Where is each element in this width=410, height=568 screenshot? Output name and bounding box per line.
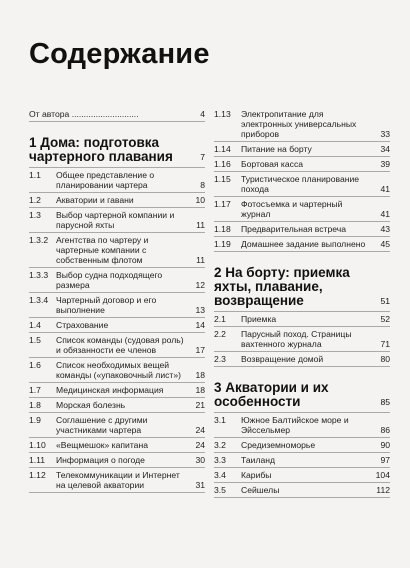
toc-entry[interactable] — [214, 413, 390, 438]
toc-entry-title: Акватории и гавани — [56, 195, 134, 205]
toc-entry-number: 1.3.2 — [29, 235, 49, 245]
toc-entry-number: 1.3.4 — [29, 295, 49, 305]
page-title: Содержание — [29, 38, 210, 70]
toc-entry-title: Сейшелы — [241, 485, 280, 495]
toc-chapter-heading[interactable] — [29, 132, 205, 168]
toc-entry-number: 2.3 — [214, 354, 226, 364]
toc-entry[interactable] — [29, 358, 205, 383]
toc-entry-number: 1.15 — [214, 174, 231, 184]
toc-entry[interactable] — [29, 468, 205, 493]
toc-entry-title: Чартерный договор и его выполнение — [56, 295, 157, 315]
toc-entry-number: 1.3.3 — [29, 270, 49, 280]
toc-entry-page: 97 — [380, 455, 390, 465]
toc-entry-page: 21 — [195, 400, 205, 410]
toc-entry[interactable] — [214, 468, 390, 483]
toc-entry-number: 3.2 — [214, 440, 226, 450]
toc-entry-page: 43 — [380, 224, 390, 234]
toc-entry-page: 41 — [380, 184, 390, 194]
toc-entry-page: 18 — [195, 385, 205, 395]
toc-entry[interactable] — [29, 438, 205, 453]
toc-entry-page: 7 — [200, 152, 205, 162]
section-gap — [214, 367, 390, 377]
toc-entry-page: 17 — [195, 345, 205, 355]
toc-entry[interactable] — [214, 453, 390, 468]
toc-entry[interactable] — [29, 398, 205, 413]
toc-entry[interactable] — [29, 107, 205, 122]
toc-entry[interactable] — [214, 142, 390, 157]
toc-entry-page: 80 — [380, 354, 390, 364]
toc-entry-number: 2.2 — [214, 329, 226, 339]
toc-entry[interactable] — [29, 193, 205, 208]
toc-right-column — [214, 107, 390, 498]
toc-entry-number: 1.19 — [214, 239, 231, 249]
toc-entry[interactable] — [214, 352, 390, 367]
toc-entry-title: Домашнее задание выполнено — [241, 239, 366, 249]
toc-entry[interactable] — [214, 107, 390, 142]
toc-entry[interactable] — [29, 318, 205, 333]
toc-entry-title: Список команды (судовая роль) и обязанности ее членов — [56, 335, 184, 355]
toc-entry-title: Карибы — [241, 470, 272, 480]
toc-entry-number: 1.2 — [29, 195, 41, 205]
toc-entry-page: 12 — [195, 280, 205, 290]
toc-entry-page: 24 — [195, 425, 205, 435]
toc-entry-number: 1.12 — [29, 470, 46, 480]
toc-entry-page: 86 — [380, 425, 390, 435]
toc-entry-page: 14 — [195, 320, 205, 330]
toc-entry-page: 39 — [380, 159, 390, 169]
toc-entry-number: 2.1 — [214, 314, 226, 324]
toc-entry-title: Бортовая касса — [241, 159, 304, 169]
toc-entry[interactable] — [29, 453, 205, 468]
toc-entry[interactable] — [214, 172, 390, 197]
toc-entry-title: Питание на борту — [241, 144, 312, 154]
toc-entry[interactable] — [214, 483, 390, 498]
toc-entry-title: Список необходимых вещей команды («упаковочный лист») — [56, 360, 181, 380]
toc-entry-page: 13 — [195, 305, 205, 315]
toc-entry-title: 1 Дома: подготовка чартерного плавания — [29, 135, 173, 164]
toc-entry-title: Страхование — [56, 320, 109, 330]
toc-entry-title: Таиланд — [241, 455, 275, 465]
toc-entry-number: 1.7 — [29, 385, 41, 395]
toc-entry-page: 10 — [195, 195, 205, 205]
toc-entry-title: Предварительная встреча — [241, 224, 347, 234]
toc-entry-title: Информация о погоде — [56, 455, 145, 465]
toc-entry-page: 104 — [375, 470, 390, 480]
toc-entry-page: 4 — [200, 109, 205, 119]
toc-entry-number: 1.8 — [29, 400, 41, 410]
toc-entry-page: 41 — [380, 209, 390, 219]
toc-entry-number: 1.5 — [29, 335, 41, 345]
toc-entry[interactable] — [214, 312, 390, 327]
toc-entry-number: 3.5 — [214, 485, 226, 495]
toc-entry-title: «Вещмешок» капитана — [56, 440, 148, 450]
toc-entry-title: Электропитание для электронных универсальных приборов — [241, 109, 357, 139]
toc-entry-page: 85 — [380, 397, 390, 407]
toc-entry-number: 1.6 — [29, 360, 41, 370]
toc-entry-number: 1.9 — [29, 415, 41, 425]
toc-entry[interactable] — [29, 208, 205, 233]
toc-left-column — [29, 107, 205, 493]
toc-entry-page: 11 — [196, 220, 205, 230]
toc-entry[interactable] — [29, 293, 205, 318]
toc-entry-number: 3.1 — [214, 415, 226, 425]
toc-entry-title: Туристическое планирование похода — [241, 174, 360, 194]
toc-entry-number: 1.10 — [29, 440, 46, 450]
toc-chapter-heading[interactable] — [214, 377, 390, 413]
toc-entry-number: 1.18 — [214, 224, 231, 234]
toc-entry-title: Выбор чартерной компании и парусной яхты — [56, 210, 175, 230]
toc-entry-title: 2 На борту: приемка яхты, плавание, возвращение — [214, 265, 350, 308]
toc-entry-number: 1.17 — [214, 199, 231, 209]
toc-entry-title: Агентства по чартеру и чартерные компании с собственным флотом — [56, 235, 149, 265]
toc-entry-page: 71 — [380, 339, 390, 349]
toc-entry-number: 1.11 — [29, 455, 46, 465]
toc-entry[interactable] — [214, 197, 390, 222]
toc-entry[interactable] — [214, 222, 390, 237]
toc-entry[interactable] — [214, 438, 390, 453]
toc-entry-page: 33 — [380, 129, 390, 139]
toc-entry[interactable] — [29, 268, 205, 293]
toc-entry[interactable] — [29, 383, 205, 398]
toc-entry-page: 90 — [380, 440, 390, 450]
toc-entry[interactable] — [29, 333, 205, 358]
toc-entry-title: 3 Акватории и их особенности — [214, 380, 329, 409]
toc-entry-title: Возвращение домой — [241, 354, 324, 364]
toc-entry-title: Общее представление о планировании чартера — [56, 170, 155, 190]
toc-entry-title: Средиземноморье — [241, 440, 316, 450]
toc-entry-page: 30 — [195, 455, 205, 465]
toc-entry[interactable] — [214, 327, 390, 352]
toc-entry-number: 1.13 — [214, 109, 231, 119]
toc-entry-page: 24 — [195, 440, 205, 450]
toc-entry[interactable] — [29, 168, 205, 193]
toc-entry-title: Выбор судна подходящего размера — [56, 270, 163, 290]
toc-entry-title: Фотосъемка и чартерный журнал — [241, 199, 343, 219]
section-gap — [214, 252, 390, 262]
toc-entry[interactable] — [29, 233, 205, 268]
toc-entry-title: Морская болезнь — [56, 400, 126, 410]
toc-entry[interactable] — [29, 413, 205, 438]
toc-entry-page: 112 — [376, 485, 390, 495]
toc-entry-page: 31 — [195, 480, 205, 490]
toc-entry-title: Парусный поход. Страницы вахтенного журнала — [241, 329, 352, 349]
toc-entry-title: Южное Балтийское море и Эйссельмер — [241, 415, 349, 435]
toc-entry[interactable] — [214, 237, 390, 252]
toc-entry-page: 51 — [380, 296, 390, 306]
toc-entry-title: Медицинская информация — [56, 385, 164, 395]
toc-entry-title: Телекоммуникации и Интернет на целевой акватории — [56, 470, 180, 490]
toc-entry-number: 1.16 — [214, 159, 231, 169]
section-gap — [29, 122, 205, 132]
toc-entry-number: 3.4 — [214, 470, 226, 480]
toc-chapter-heading[interactable] — [214, 262, 390, 312]
toc-entry-page: 11 — [196, 255, 205, 265]
toc-entry-page: 52 — [380, 314, 390, 324]
toc-entry-number: 1.4 — [29, 320, 41, 330]
toc-entry-number: 1.3 — [29, 210, 41, 220]
toc-entry-number: 1.1 — [29, 170, 41, 180]
toc-entry[interactable] — [214, 157, 390, 172]
toc-entry-number: 3.3 — [214, 455, 226, 465]
toc-entry-page: 18 — [195, 370, 205, 380]
toc-entry-title: Приемка — [241, 314, 277, 324]
toc-entry-page: 45 — [380, 239, 390, 249]
toc-entry-title: От автора ............................ — [29, 109, 139, 119]
toc-entry-page: 8 — [200, 180, 205, 190]
toc-entry-page: 34 — [380, 144, 390, 154]
toc-entry-title: Соглашение с другими участниками чартера — [56, 415, 148, 435]
toc-entry-number: 1.14 — [214, 144, 231, 154]
